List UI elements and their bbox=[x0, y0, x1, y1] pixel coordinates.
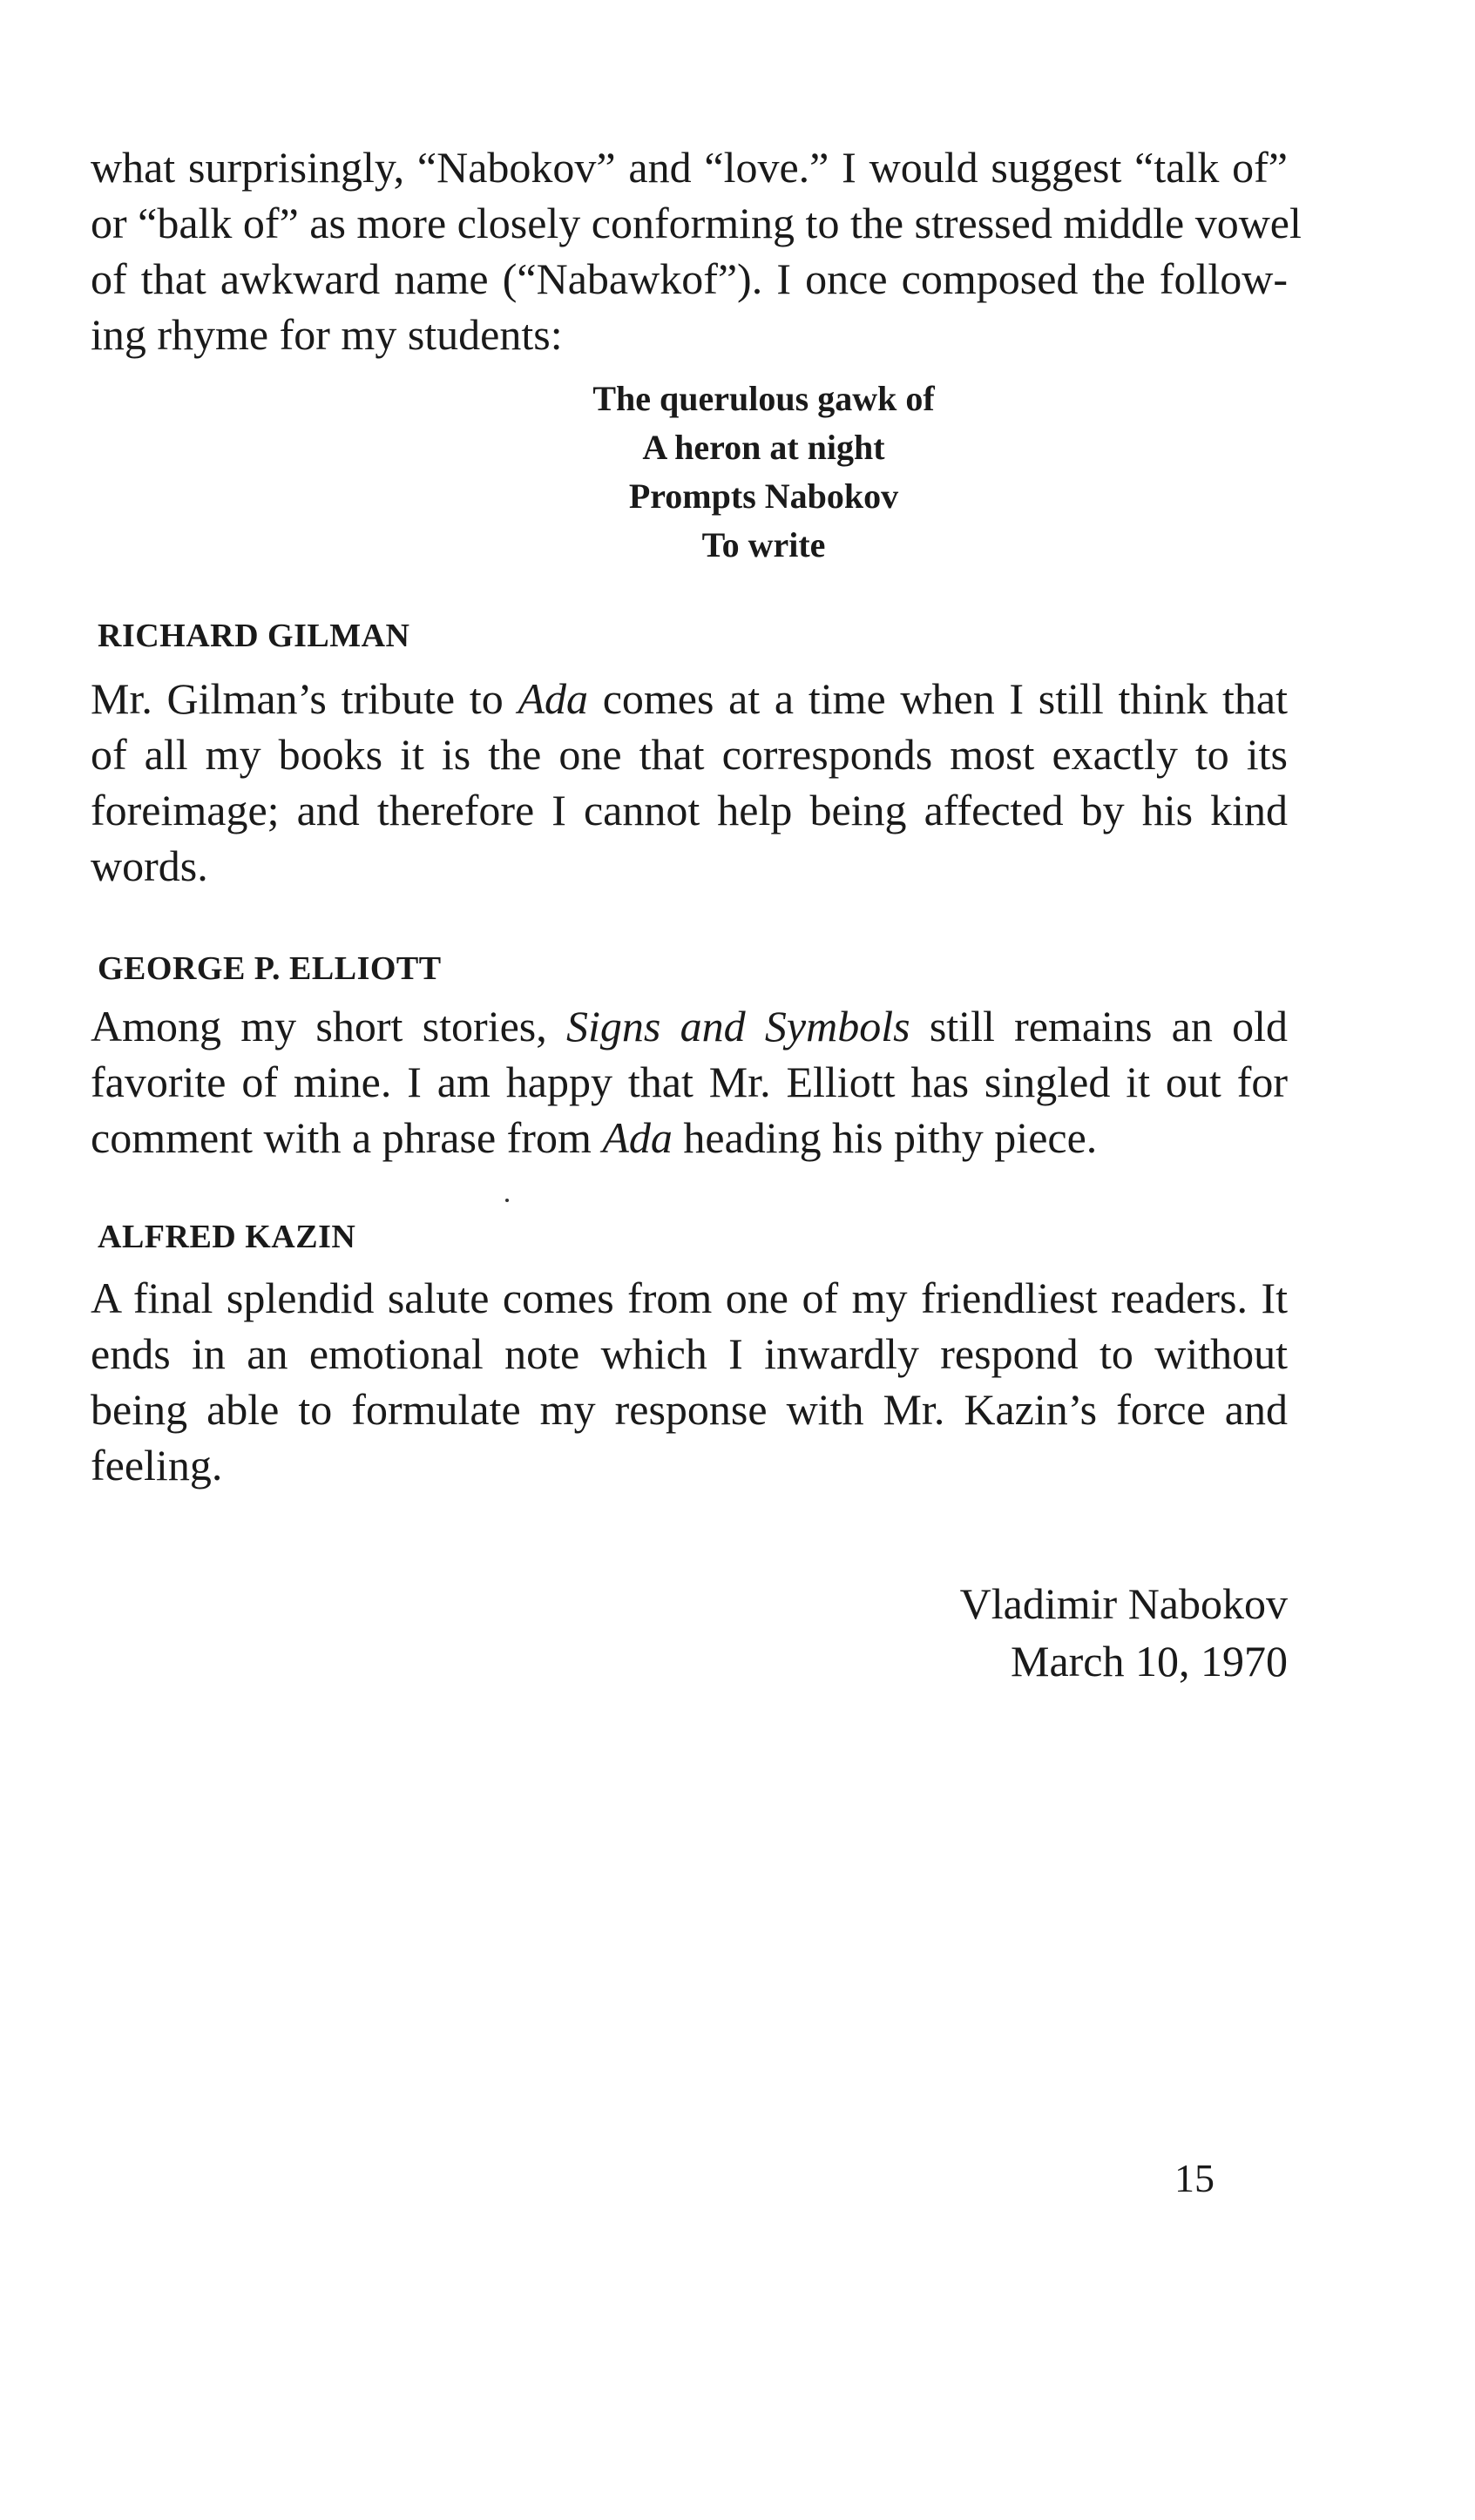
signature-block bbox=[960, 1575, 1288, 1690]
poem-line: Prompts Nabokov bbox=[628, 476, 899, 516]
intro-line: ing rhyme for my students: bbox=[91, 310, 563, 359]
author-name: Vladimir Nabokov bbox=[959, 1579, 1288, 1628]
elliott-line: favorite of mine. I am happy that Mr. Elliott has singled it out for bbox=[91, 1057, 1288, 1106]
print-speck bbox=[505, 1199, 509, 1202]
intro-line: what surprisingly, “Nabokov” and “love.” I would suggest “talk of” bbox=[91, 143, 1288, 192]
gilman-line: of all my books it is the one that corresponds most exactly to its bbox=[91, 730, 1288, 779]
book-title-ada: Ada bbox=[518, 674, 588, 723]
kazin-paragraph bbox=[91, 1270, 1288, 1493]
poem-line: A heron at night bbox=[642, 428, 885, 467]
gilman-paragraph bbox=[91, 671, 1288, 894]
kazin-line: being able to formulate my response with Mr. Kazin’s force and bbox=[91, 1385, 1288, 1434]
poem-line: To write bbox=[701, 525, 826, 564]
gilman-line: words. bbox=[91, 841, 208, 890]
gilman-line: Mr. Gilman’s tribute to Ada comes at a time when I still think that bbox=[91, 674, 1288, 723]
section-heading-kazin: ALFRED KAZIN bbox=[98, 1219, 356, 1255]
poem-line: The querulous gawk of bbox=[592, 379, 935, 418]
book-title-ada: Ada bbox=[602, 1113, 673, 1162]
signature-date: March 10, 1970 bbox=[1011, 1637, 1288, 1686]
rhyme-poem bbox=[0, 375, 1475, 570]
section-heading-elliott: GEORGE P. ELLIOTT bbox=[98, 950, 442, 987]
kazin-line: feeling. bbox=[91, 1441, 223, 1490]
elliott-line: Among my short stories, Signs and Symbols still remains an old bbox=[91, 1002, 1289, 1051]
elliott-paragraph bbox=[91, 998, 1288, 1165]
page-number: 15 bbox=[1174, 2156, 1215, 2200]
kazin-line: A final splendid salute comes from one of my friendliest readers. It bbox=[91, 1274, 1288, 1322]
intro-line: of that awkward name (“Nabawkof”). I once composed the follow- bbox=[91, 254, 1288, 303]
elliott-line: comment with a phrase from Ada heading his pithy piece. bbox=[91, 1113, 1098, 1162]
kazin-line: ends in an emotional note which I inwardly respond to without bbox=[91, 1329, 1288, 1378]
section-heading-gilman: RICHARD GILMAN bbox=[98, 618, 410, 654]
gilman-line: foreimage; and therefore I cannot help being affected by his kind bbox=[91, 786, 1288, 834]
intro-line: or “balk of” as more closely conforming to the stressed middle vowel bbox=[91, 199, 1302, 247]
story-title: Signs and Symbols bbox=[566, 1002, 910, 1051]
intro-paragraph bbox=[91, 139, 1302, 362]
